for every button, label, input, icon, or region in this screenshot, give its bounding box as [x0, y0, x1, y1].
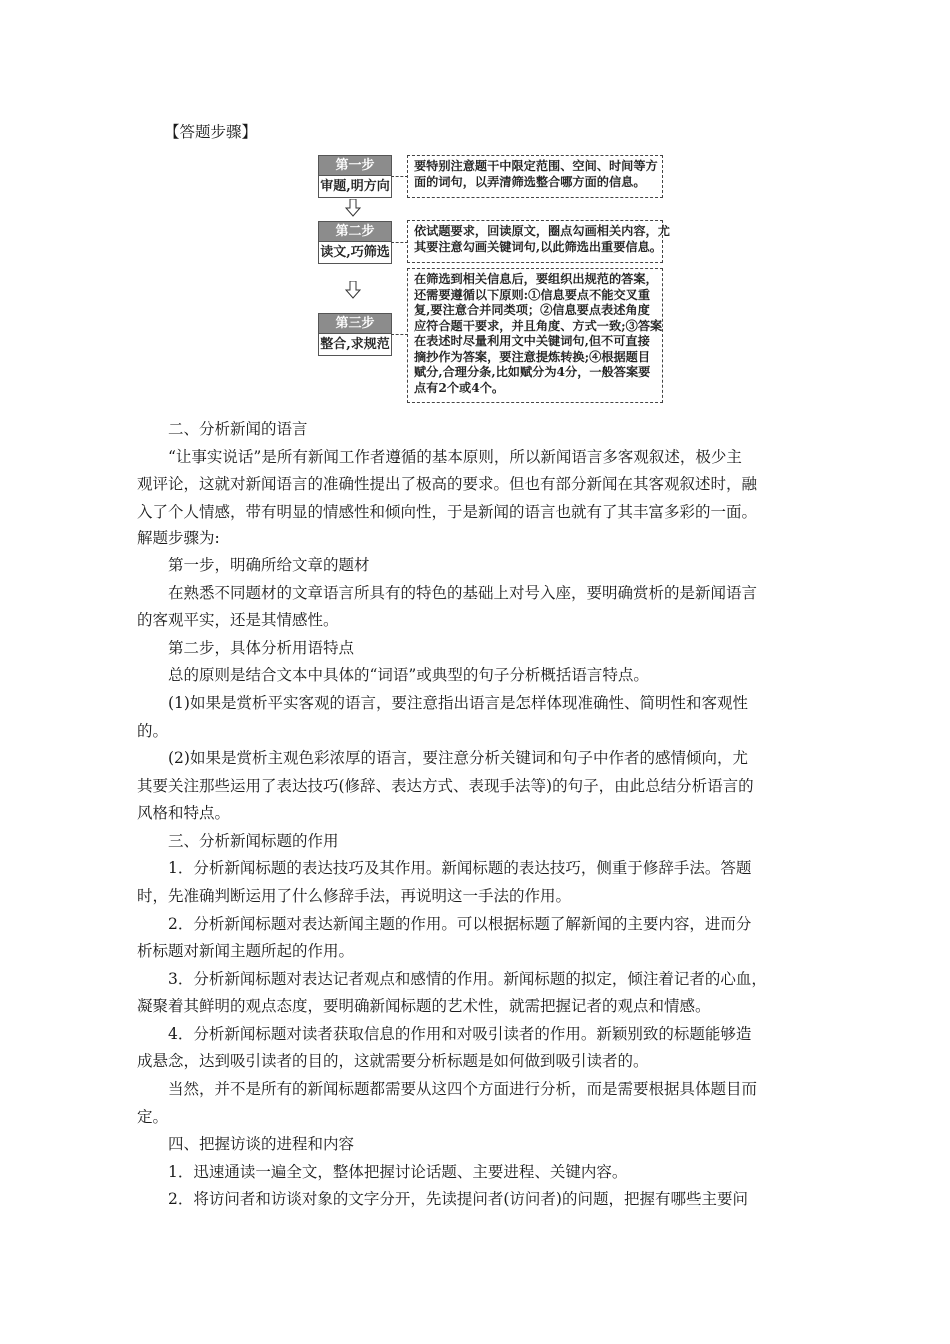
text-line: 其要关注那些运用了表达技巧(修辞、表达方式、表现手法等)的句子，由此总结分析语言的 — [137, 777, 754, 795]
note-line: 在筛选到相关信息后，要组织出规范的答案， — [414, 272, 658, 286]
note-line: 点有2个或4个。 — [414, 380, 505, 395]
text-line: 的客观平实，还是其情感性。 — [137, 611, 339, 629]
text-line: 的。 — [137, 722, 169, 740]
step-3-note — [407, 268, 663, 403]
text-line: (1)如果是赏析平实客观的语言，要注意指出语言是怎样体现准确性、简明性和客观性 — [137, 694, 748, 712]
text-line: 凝聚着其鲜明的观点态度，要明确新闻标题的艺术性，就需把握记者的观点和情感。 — [137, 997, 711, 1015]
section-heading: 二、分析新闻的语言 — [137, 420, 308, 438]
text-line: 析标题对新闻主题所起的作用。 — [137, 942, 355, 960]
note-line: 面的词句，以弄清筛选整合哪方面的信息。 — [414, 174, 646, 189]
text-line: 时，先准确判断运用了什么修辞手法，再说明这一手法的作用。 — [137, 887, 572, 905]
step-2-body: 读文,巧筛选 — [320, 245, 390, 260]
note-line: 要特别注意题干中限定范围、空间、时间等方 — [414, 159, 658, 173]
text-line: 定。 — [137, 1108, 169, 1126]
text-line: 2．将访问者和访谈对象的文字分开，先读提问者(访问者)的问题，把握有哪些主要问 — [137, 1190, 748, 1208]
text-line: 第一步，明确所给文章的题材 — [137, 556, 370, 574]
note-line: 还需要遵循以下原则:①信息要点不能交叉重 — [414, 287, 651, 302]
step-2-note — [407, 220, 670, 263]
step-1-head: 第一步 — [319, 156, 391, 176]
text-line: 观评论，这就对新闻语言的准确性提出了极高的要求。但也有部分新闻在其客观叙述时，融 — [137, 475, 758, 493]
text-line: (2)如果是赏析主观色彩浓厚的语言，要注意分析关键词和句子中作者的感情倾向，尤 — [137, 749, 748, 767]
text-line: 4．分析新闻标题对读者获取信息的作用和对吸引读者的作用。新颖别致的标题能够造 — [137, 1025, 752, 1043]
down-arrow-icon — [345, 199, 361, 217]
connector-line — [391, 242, 408, 243]
step-1-note — [407, 155, 663, 198]
step-3-box — [318, 313, 392, 356]
text-line: 第二步，具体分析用语特点 — [137, 639, 355, 657]
step-3-body: 整合,求规范 — [320, 337, 390, 352]
text-line: 3．分析新闻标题对表达记者观点和感情的作用。新闻标题的拟定，倾注着记者的心血， — [137, 970, 767, 988]
step-3-head: 第三步 — [319, 314, 391, 334]
down-arrow-icon — [345, 281, 361, 299]
step-1-body: 审题,明方向 — [320, 179, 390, 194]
section-heading: 四、把握访谈的进程和内容 — [137, 1135, 355, 1153]
text-line: 风格和特点。 — [137, 804, 231, 822]
text-line: 总的原则是结合文本中具体的“词语”或典型的句子分析概括语言特点。 — [137, 666, 649, 684]
section-heading: 三、分析新闻标题的作用 — [137, 832, 339, 850]
steps-heading: 【答题步骤】 — [164, 123, 258, 141]
connector-line — [391, 334, 408, 335]
step-2-head: 第二步 — [319, 222, 391, 242]
note-line: 其要注意勾画关键词句,以此筛选出重要信息。 — [414, 239, 662, 254]
step-2-box — [318, 221, 392, 264]
note-line: 在表述时尽量利用文中关键词句,但不可直接 — [414, 334, 650, 348]
connector-line — [391, 176, 408, 177]
text-line: 入了个人情感，带有明显的情感性和倾向性，于是新闻的语言也就有了其丰富多彩的一面。 — [137, 503, 758, 521]
text-line: 1．迅速通读一遍全文，整体把握讨论话题、主要进程、关键内容。 — [137, 1163, 628, 1181]
note-line: 赋分,合理分条,比如赋分为4分，一般答案要 — [414, 365, 651, 379]
text-line: “让事实说话”是所有新闻工作者遵循的基本原则，所以新闻语言多客观叙述，极少主 — [137, 448, 742, 466]
note-line: 摘抄作为答案，要注意提炼转换;④根据题目 — [414, 349, 651, 364]
text-line: 2．分析新闻标题对表达新闻主题的作用。可以根据标题了解新闻的主要内容，进而分 — [137, 915, 752, 933]
text-line: 在熟悉不同题材的文章语言所具有的特色的基础上对号入座，要明确赏析的是新闻语言 — [137, 584, 758, 602]
text-line: 解题步骤为: — [137, 529, 220, 547]
text-line: 当然，并不是所有的新闻标题都需要从这四个方面进行分析，而是需要根据具体题目而 — [137, 1080, 758, 1098]
text-line: 成悬念，达到吸引读者的目的，这就需要分析标题是如何做到吸引读者的。 — [137, 1052, 649, 1070]
text-line: 1．分析新闻标题的表达技巧及其作用。新闻标题的表达技巧，侧重于修辞手法。答题 — [137, 859, 752, 877]
note-line: 复,要注意合并同类项；②信息要点表述角度 — [414, 303, 650, 317]
step-1-box — [318, 155, 392, 198]
note-line: 应符合题干要求，并且角度、方式一致;③答案 — [414, 318, 663, 333]
note-line: 依试题要求，回读原文，圈点勾画相关内容，尤 — [414, 224, 670, 238]
